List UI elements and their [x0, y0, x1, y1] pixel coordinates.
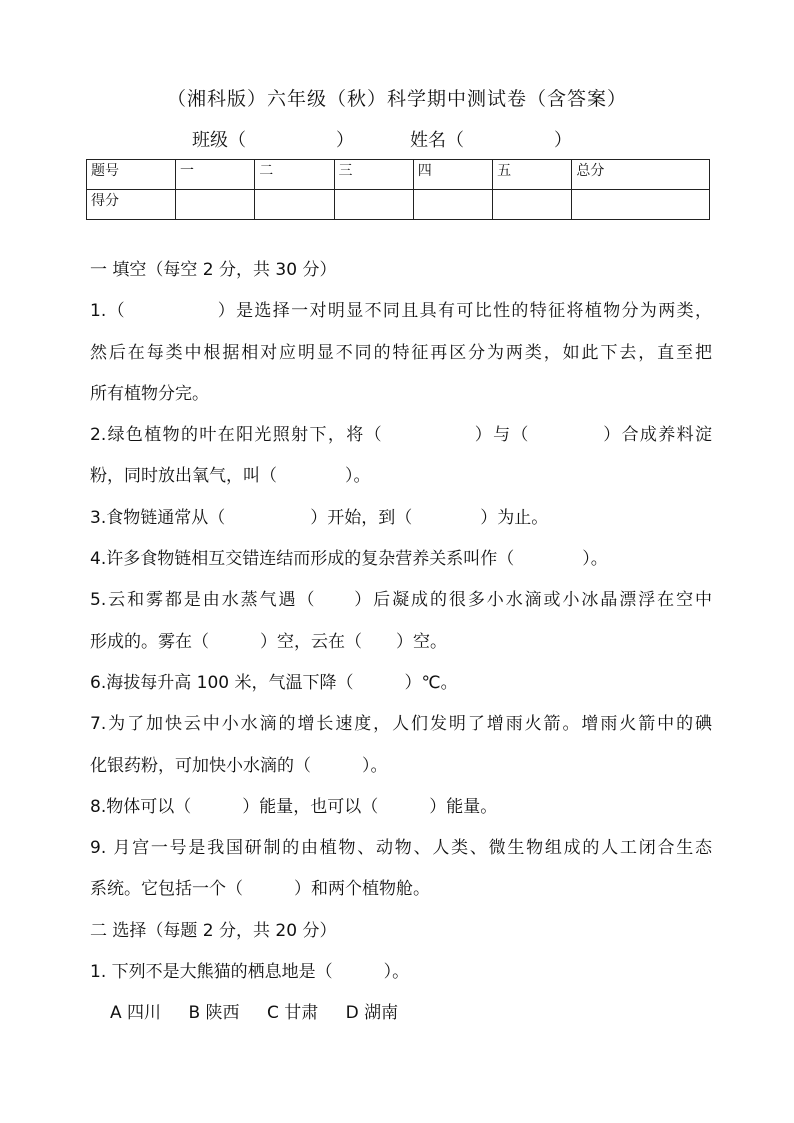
name-field: 姓名（ ）	[410, 130, 572, 151]
question-line: 1. 下列不是大熊猫的栖息地是（ ）。	[90, 962, 410, 983]
question-line: 6.海拔每升高 100 米，气温下降（ ）℃。	[90, 672, 458, 693]
score-input-cell	[413, 190, 492, 220]
answer-options	[90, 993, 712, 1034]
section-heading: 二 选择（每题 2 分，共 20 分）	[90, 920, 337, 941]
question-line: 粉，同时放出氧气，叫（ ）。	[90, 466, 371, 487]
table-row	[87, 160, 710, 190]
score-table	[86, 159, 710, 220]
score-input-cell	[572, 190, 710, 220]
option-a: A 四川	[110, 1003, 162, 1024]
option-c: C 甘肃	[266, 1003, 319, 1024]
question-line: 7.为了加快云中小水滴的增长速度，人们发明了增雨火箭。增雨火箭中的碘	[90, 714, 712, 735]
question-line: 1.（ ）是选择一对明显不同且具有可比性的特征将植物分为两类，	[90, 301, 712, 322]
score-input-cell	[255, 190, 334, 220]
score-input-cell	[493, 190, 572, 220]
table-row	[87, 190, 710, 220]
section-heading: 一 填空（每空 2 分，共 30 分）	[90, 260, 337, 280]
question-line: 5.云和雾都是由水蒸气遇（ ）后凝成的很多小水滴或小冰晶漂浮在空中	[90, 590, 712, 611]
table-cell: 二	[255, 160, 334, 190]
score-input-cell	[176, 190, 255, 220]
class-field: 班级（ ）	[192, 130, 354, 151]
option-b: B 陕西	[188, 1003, 240, 1024]
score-input-cell	[334, 190, 413, 220]
question-line: 3.食物链通常从（ ）开始，到（ ）为止。	[90, 507, 549, 528]
question-line: 4.许多食物链相互交错连结而形成的复杂营养关系叫作（ ）。	[90, 549, 608, 570]
question-line: 2.绿色植物的叶在阳光照射下，将（ ）与（ ）合成养料淀	[90, 425, 712, 446]
page-title: （湘科版）六年级（秋）科学期中测试卷（含答案）	[166, 88, 627, 110]
question-line: 形成的。雾在（ ）空，云在（ ）空。	[90, 631, 447, 652]
question-line: 化银药粉，可加快小水滴的（ ）。	[90, 755, 388, 776]
table-cell: 四	[413, 160, 492, 190]
table-cell: 五	[493, 160, 572, 190]
table-cell: 三	[334, 160, 413, 190]
question-line: 系统。它包括一个（ ）和两个植物舱。	[90, 879, 430, 900]
exam-content	[90, 250, 712, 1035]
option-d: D 湖南	[345, 1003, 399, 1024]
table-cell: 总分	[572, 160, 710, 190]
table-cell: 得分	[87, 190, 176, 220]
question-line: 然后在每类中根据相对应明显不同的特征再区分为两类，如此下去，直至把	[90, 342, 712, 363]
table-cell: 一	[176, 160, 255, 190]
question-line: 所有植物分完。	[90, 383, 209, 404]
question-line: 8.物体可以（ ）能量，也可以（ ）能量。	[90, 796, 498, 817]
question-line: 9. 月宫一号是我国研制的由植物、动物、人类、微生物组成的人工闭合生态	[90, 838, 712, 859]
table-cell: 题号	[87, 160, 176, 190]
